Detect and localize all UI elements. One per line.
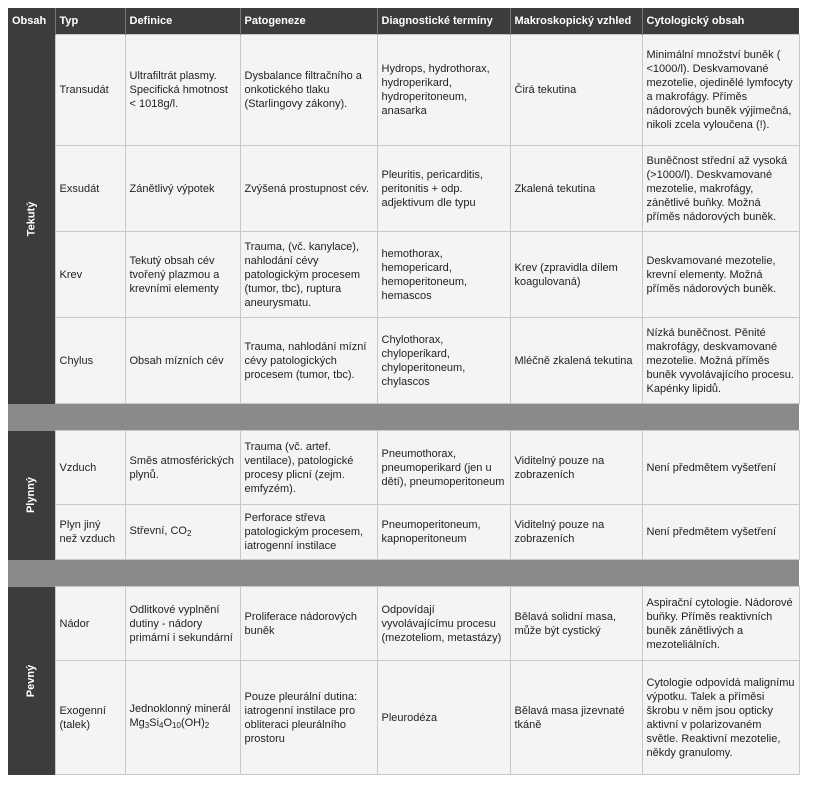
- table-header: [8, 8, 799, 35]
- cell-makroskopicky: Čirá tekutina: [510, 35, 642, 146]
- cell-cytologicky: Minimální množství buněk ( <1000/l). Deskvamované mezotelie, ojedinělé lymfocyty a makrofágy. Příměs nádorových buněk výjimečná, nikoli zcela vyloučena (!).: [642, 35, 799, 146]
- group-plynny: [8, 431, 55, 560]
- formula-si: Si: [149, 717, 160, 729]
- cell-diagnosticke: Odpovídají vyvolávajícímu procesu (mezoteliom, metastázy): [377, 587, 510, 661]
- cell-diagnosticke: hemothorax, hemopericard, hemoperitoneum, hemascos: [377, 232, 510, 318]
- cell-patogeneze: Trauma, nahlodání mízní cévy patologických procesem (tumor, tbc).: [240, 318, 377, 404]
- separator-bar: [8, 560, 799, 587]
- table-body: [8, 35, 799, 775]
- formula-si-sub: 4: [159, 721, 164, 730]
- cell-cytologicky: Buněčnost střední až vysoká (>1000/l). Deskvamované mezotelie, makrofágy, zánětlivé buňky. Možná příměs nádorových buněk.: [642, 146, 799, 232]
- definice-text: Střevní, CO: [129, 524, 187, 537]
- group-pevny: [8, 587, 55, 775]
- cell-cytologicky: Nízká buněčnost. Pěnité makrofágy, deskvamované mezotelie. Možná příměs buněk vyvolávajícího procesu. Kapénky lipidů.: [642, 318, 799, 404]
- table-row-transudat: [8, 35, 799, 146]
- cell-typ: Chylus: [55, 318, 125, 404]
- header-row: [8, 8, 799, 35]
- header-definice: Definice: [125, 8, 240, 35]
- cell-makroskopicky: Viditelný pouze na zobrazeních: [510, 431, 642, 505]
- cell-patogeneze: Dysbalance filtračního a onkotického tlaku (Starlingovy zákony).: [240, 35, 377, 146]
- cell-definice: Odlitkové vyplnění dutiny - nádory primární i sekundární: [125, 587, 240, 661]
- table-row-nador: [8, 587, 799, 661]
- formula-o-sub: 10: [172, 721, 181, 730]
- cell-patogeneze: Pouze pleurální dutina: iatrogenní instilace pro obliteraci pleurálního prostoru: [240, 661, 377, 775]
- table-row-exogenni: [8, 661, 799, 775]
- cell-definice: Směs atmosférických plynů.: [125, 431, 240, 505]
- cell-diagnosticke: Pneumoperitoneum, kapnoperitoneum: [377, 505, 510, 560]
- cell-typ: Vzduch: [55, 431, 125, 505]
- header-patogeneze: Patogeneze: [240, 8, 377, 35]
- cell-definice: [125, 661, 240, 775]
- cell-typ: Nádor: [55, 587, 125, 661]
- cell-definice: [125, 505, 240, 560]
- cell-typ: Exogenní (talek): [55, 661, 125, 775]
- classification-table-wrapper: [8, 8, 799, 775]
- cell-diagnosticke: Hydrops, hydrothorax, hydroperikard, hydroperitoneum, anasarka: [377, 35, 510, 146]
- formula-oh: (OH): [180, 717, 205, 729]
- formula-o: O: [163, 717, 173, 729]
- formula-oh-sub: 2: [204, 721, 210, 730]
- cell-makroskopicky: Bělavá solidní masa, může být cystický: [510, 587, 642, 661]
- cell-patogeneze: Zvýšená prostupnost cév.: [240, 146, 377, 232]
- definice-line1: Jednoklonný minerál: [129, 703, 231, 715]
- cell-definice: Tekutý obsah cév tvořený plazmou a krevními elementy: [125, 232, 240, 318]
- cell-patogeneze: Proliferace nádorových buněk: [240, 587, 377, 661]
- cell-definice: Zánětlivý výpotek: [125, 146, 240, 232]
- header-typ: Typ: [55, 8, 125, 35]
- cell-makroskopicky: Bělavá masa jizevnaté tkáně: [510, 661, 642, 775]
- header-obsah: Obsah: [8, 8, 55, 35]
- table-row-plyn: [8, 505, 799, 560]
- cell-patogeneze: Trauma (vč. artef. ventilace), patologické procesy plicní (zejm. emfyzém).: [240, 431, 377, 505]
- cell-patogeneze: Trauma, (vč. kanylace), nahlodání cévy patologickým procesem (tumor, tbc), ruptura aneurysmatu.: [240, 232, 377, 318]
- group-separator: [8, 560, 799, 587]
- cell-typ: Plyn jiný než vzduch: [55, 505, 125, 560]
- cell-makroskopicky: Zkalená tekutina: [510, 146, 642, 232]
- cell-diagnosticke: Chylothorax, chyloperikard, chyloperitoneum, chylascos: [377, 318, 510, 404]
- group-label-plynny: Plynný: [25, 476, 38, 514]
- header-makroskopicky-vzhled: Makroskopický vzhled: [510, 8, 642, 35]
- cell-cytologicky: Deskvamované mezotelie, krevní elementy. Možná příměs nádorových buněk.: [642, 232, 799, 318]
- header-cytologicky-obsah: Cytologický obsah: [642, 8, 799, 35]
- formula-mg: Mg: [129, 717, 145, 729]
- cell-cytologicky: Cytologie odpovídá malignímu výpotku. Talek a příměsi škrobu v něm jsou opticky aktivní v polarizovaném světle. Reaktivní mezotelie, někdy granulomy.: [642, 661, 799, 775]
- cell-definice: Ultrafiltrát plasmy. Specifická hmotnost < 1018g/l.: [125, 35, 240, 146]
- classification-table: [8, 8, 800, 775]
- cell-typ: Transudát: [55, 35, 125, 146]
- cell-patogeneze: Perforace střeva patologickým procesem, iatrogenní instilace: [240, 505, 377, 560]
- co2-subscript: 2: [186, 528, 192, 538]
- cell-cytologicky: Není předmětem vyšetření: [642, 431, 799, 505]
- cell-definice: Obsah mízních cév: [125, 318, 240, 404]
- formula-mg-sub: 3: [144, 721, 150, 730]
- table-row-chylus: [8, 318, 799, 404]
- table-row-krev: [8, 232, 799, 318]
- cell-diagnosticke: Pleuritis, pericarditis, peritonitis + odp. adjektivum dle typu: [377, 146, 510, 232]
- cell-cytologicky: Aspirační cytologie. Nádorové buňky. Příměs reaktivních buněk zánětlivých a mezoteliálních.: [642, 587, 799, 661]
- cell-cytologicky: Není předmětem vyšetření: [642, 505, 799, 560]
- talc-formula: [130, 717, 210, 729]
- cell-makroskopicky: Krev (zpravidla dílem koagulovaná): [510, 232, 642, 318]
- cell-diagnosticke: Pneumothorax, pneumoperikard (jen u dětí), pneumoperitoneum: [377, 431, 510, 505]
- cell-makroskopicky: Mléčně zkalená tekutina: [510, 318, 642, 404]
- table-row-exsudat: [8, 146, 799, 232]
- group-label-pevny: Pevný: [25, 664, 38, 697]
- group-label-tekuty: Tekutý: [25, 201, 38, 237]
- table-row-vzduch: [8, 431, 799, 505]
- cell-typ: Krev: [55, 232, 125, 318]
- group-tekuty: [8, 35, 55, 404]
- cell-diagnosticke: Pleurodéza: [377, 661, 510, 775]
- separator-bar: [8, 404, 799, 431]
- group-separator: [8, 404, 799, 431]
- header-diagnosticke-terminy: Diagnostické termíny: [377, 8, 510, 35]
- cell-typ: Exsudát: [55, 146, 125, 232]
- cell-makroskopicky: Viditelný pouze na zobrazeních: [510, 505, 642, 560]
